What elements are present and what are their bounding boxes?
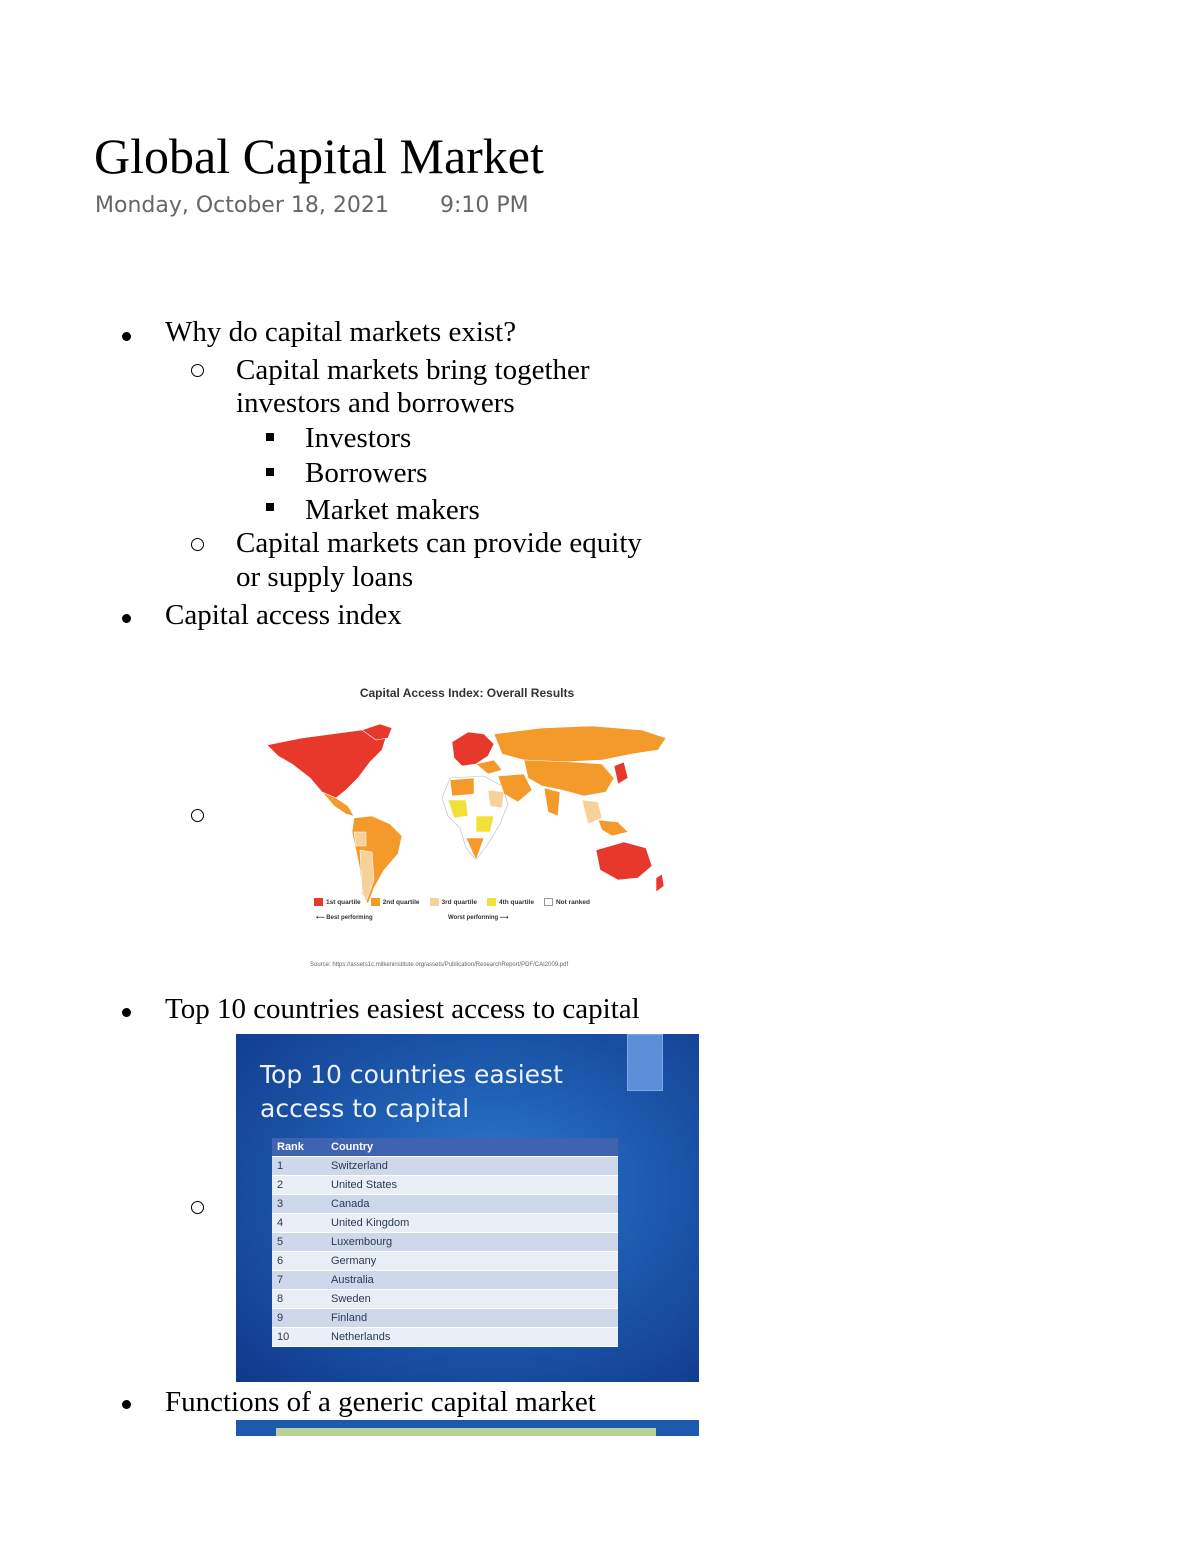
legend-swatch (314, 898, 323, 906)
country-cell: Switzerland (326, 1157, 618, 1176)
legend-label: 1st quartile (326, 898, 361, 906)
rank-cell: 2 (272, 1176, 326, 1195)
square-bullet-icon (266, 433, 274, 441)
worst-performing-label: Worst performing ⟶ (448, 915, 509, 921)
outline-subitem-continued: investors and borrowers (236, 387, 515, 419)
table-row (272, 1271, 618, 1290)
rank-cell: 3 (272, 1195, 326, 1214)
best-performing-text: Best performing (326, 915, 373, 921)
hollow-bullet-icon (191, 538, 204, 551)
column-header-rank: Rank (272, 1138, 326, 1157)
outline-subsubitem: Investors (305, 422, 412, 454)
country-cell: Sweden (326, 1290, 618, 1309)
legend-item (544, 898, 590, 906)
column-header-country: Country (326, 1138, 618, 1157)
table-row (272, 1157, 618, 1176)
map-source: Source: https://assets1c.milkeninstitute.org/assets/Publication/ResearchReport/PDF/CAI2009.pdf (310, 962, 569, 968)
outline-subsubitem: Market makers (305, 494, 480, 526)
slide-header-bar (276, 1428, 656, 1436)
bullet-icon (122, 614, 131, 623)
slide-title: Top 10 countries easiest access to capital (260, 1060, 563, 1123)
top10-table (272, 1138, 618, 1347)
legend-swatch (430, 898, 439, 906)
legend-item (430, 898, 477, 906)
table-header-row (272, 1138, 618, 1157)
outline-item: Capital access index (165, 599, 402, 631)
country-cell: Finland (326, 1309, 618, 1328)
hollow-bullet-icon (191, 809, 204, 822)
legend-item (487, 898, 534, 906)
outline-item: Why do capital markets exist? (165, 316, 517, 348)
page-time: 9:10 PM (440, 193, 529, 218)
rank-cell: 1 (272, 1157, 326, 1176)
rank-cell: 8 (272, 1290, 326, 1309)
rank-cell: 5 (272, 1233, 326, 1252)
worst-performing-text: Worst performing (448, 915, 499, 921)
table-row (272, 1214, 618, 1233)
page-date: Monday, October 18, 2021 (95, 193, 389, 218)
bullet-icon (122, 1400, 131, 1409)
legend-label: 4th quartile (498, 898, 534, 906)
rank-cell: 7 (272, 1271, 326, 1290)
country-cell: Canada (326, 1195, 618, 1214)
best-performing-label: ⟵ Best performing (316, 915, 373, 921)
legend-swatch (371, 898, 380, 906)
legend-label: 3rd quartile (441, 898, 477, 906)
hollow-bullet-icon (191, 364, 204, 377)
outline-subitem-continued: or supply loans (236, 561, 414, 593)
legend-item (314, 898, 361, 906)
bullet-icon (122, 332, 131, 341)
table-row (272, 1195, 618, 1214)
outline-subsubitem: Borrowers (305, 457, 428, 489)
country-cell: Luxembourg (326, 1233, 618, 1252)
rank-cell: 9 (272, 1309, 326, 1328)
country-cell: United Kingdom (326, 1214, 618, 1233)
table-row (272, 1176, 618, 1195)
square-bullet-icon (266, 468, 274, 476)
page-title: Global Capital Market (94, 128, 544, 184)
country-cell: Australia (326, 1271, 618, 1290)
rank-cell: 4 (272, 1214, 326, 1233)
hollow-bullet-icon (191, 1201, 204, 1214)
table-row (272, 1233, 618, 1252)
outline-subitem: Capital markets bring together (236, 354, 590, 386)
table-row (272, 1252, 618, 1271)
capital-access-map-figure (262, 680, 672, 975)
outline-item: Functions of a generic capital market (165, 1386, 596, 1418)
rank-cell: 10 (272, 1328, 326, 1347)
world-map-image (262, 720, 672, 920)
legend-swatch (487, 898, 496, 906)
square-bullet-icon (266, 503, 274, 511)
legend-item (371, 898, 420, 906)
bullet-icon (122, 1008, 131, 1017)
table-row (272, 1290, 618, 1309)
table-row (272, 1328, 618, 1347)
map-title: Capital Access Index: Overall Results (359, 686, 575, 700)
outline-subitem: Capital markets can provide equity (236, 527, 642, 559)
legend-label: 2nd quartile (382, 898, 420, 906)
country-cell: United States (326, 1176, 618, 1195)
table-row (272, 1309, 618, 1328)
country-cell: Germany (326, 1252, 618, 1271)
rank-cell: 6 (272, 1252, 326, 1271)
outline-item: Top 10 countries easiest access to capital (165, 993, 640, 1025)
functions-slide-image (236, 1420, 699, 1436)
legend-swatch (544, 898, 553, 906)
country-cell: Netherlands (326, 1328, 618, 1347)
top10-slide-image (236, 1034, 699, 1382)
map-legend (314, 898, 590, 906)
legend-label: Not ranked (555, 898, 590, 906)
